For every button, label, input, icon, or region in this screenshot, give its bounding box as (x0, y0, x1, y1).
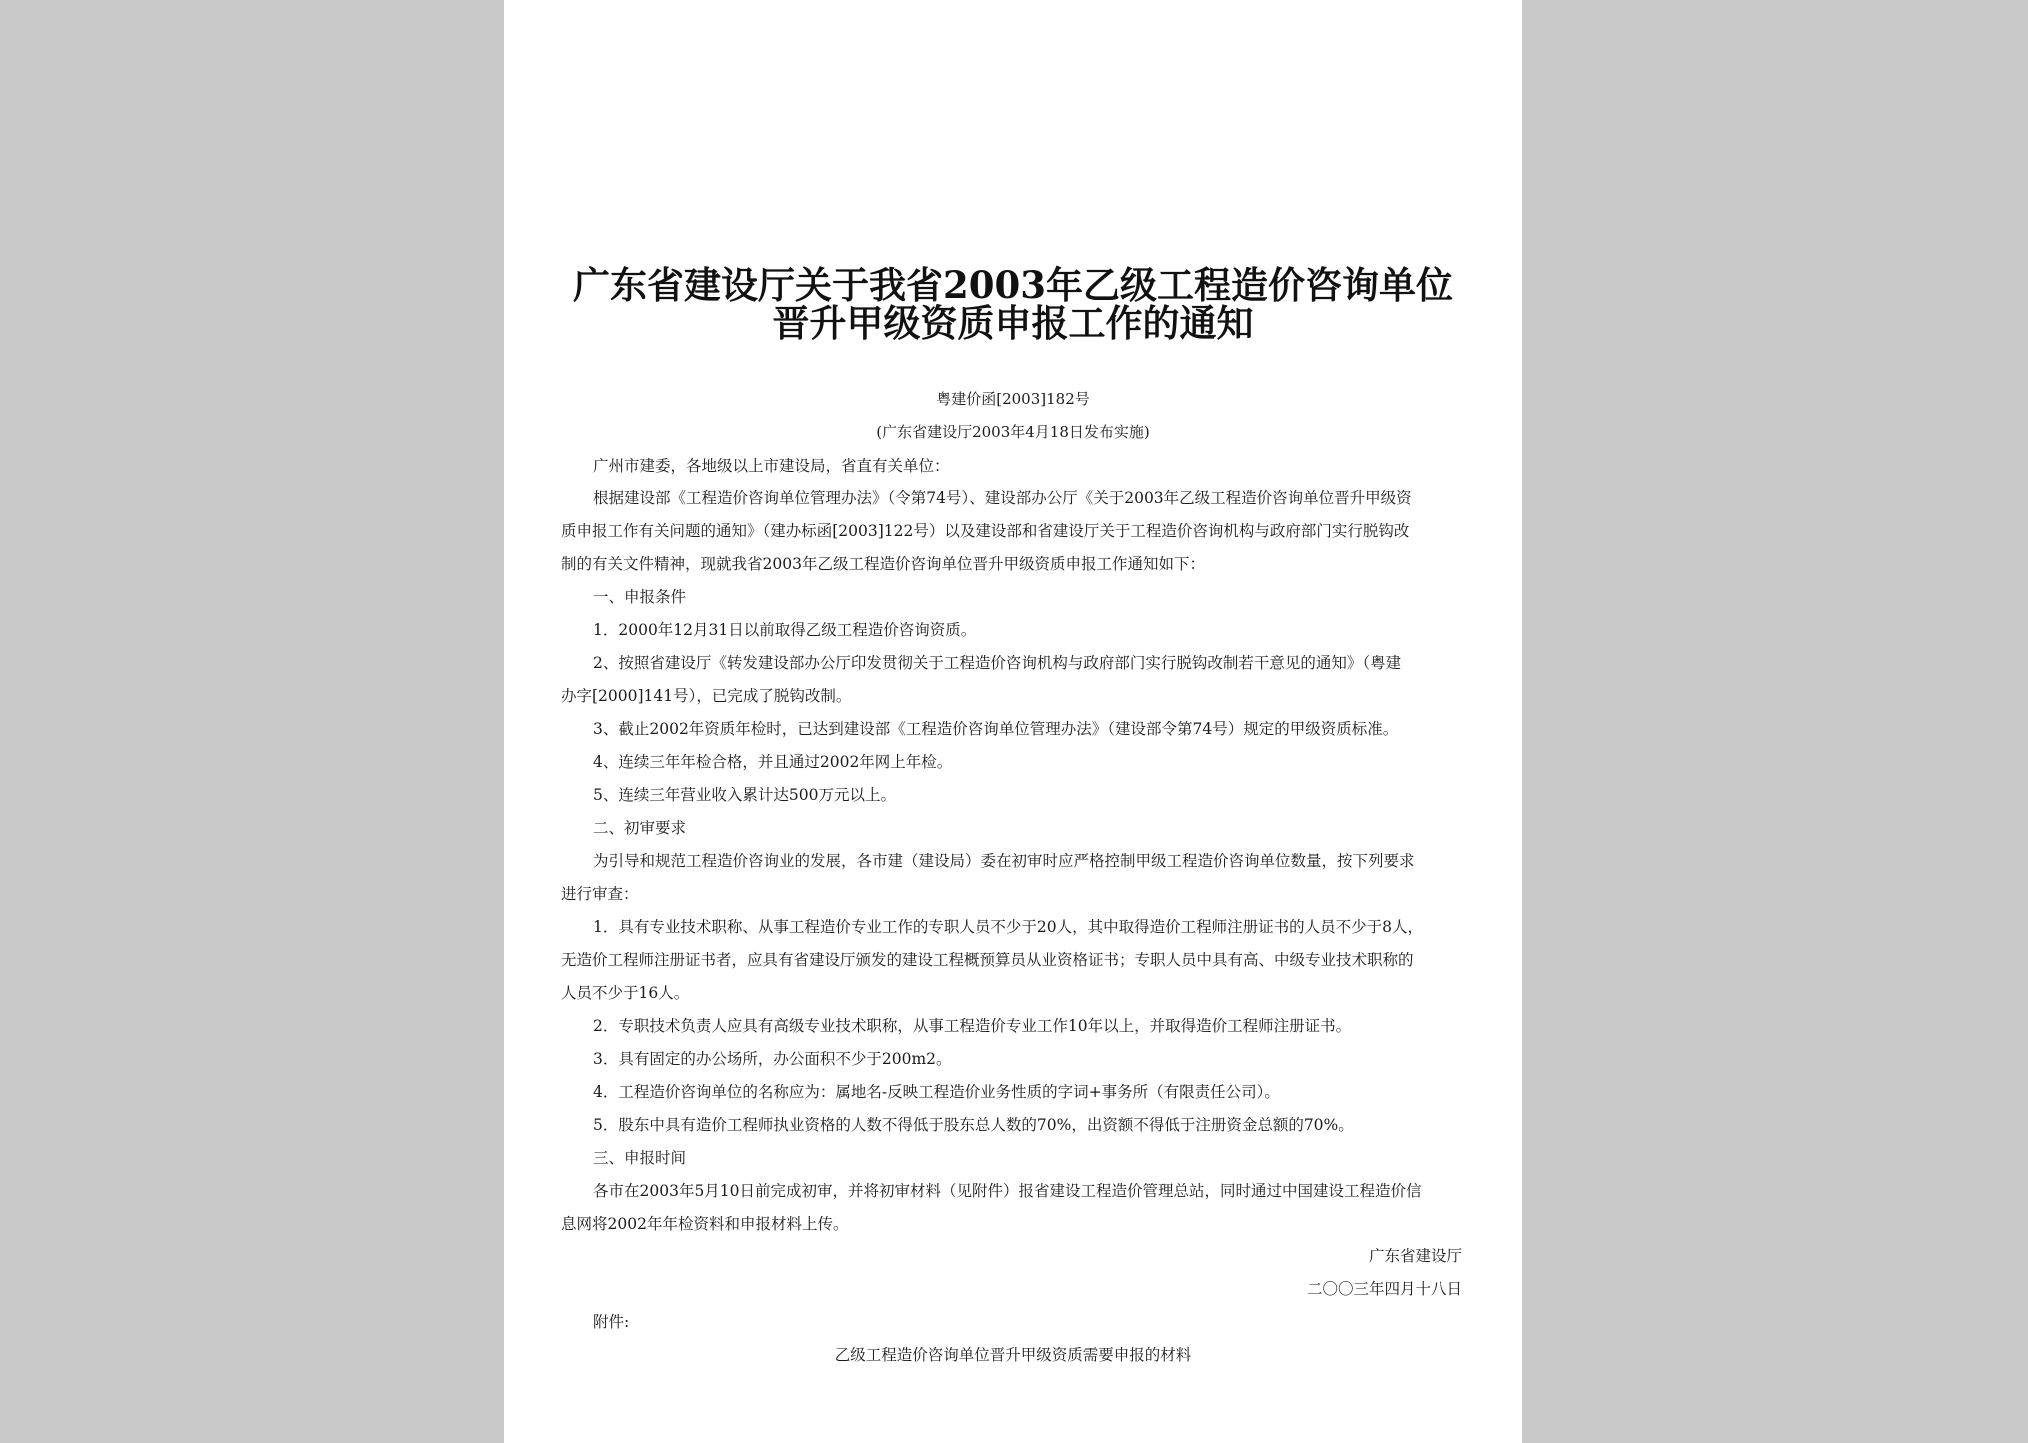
section-heading: 三、申报时间 (593, 1149, 687, 1167)
body-line: 制的有关文件精神，现就我省2003年乙级工程造价咨询单位晋升甲级资质申报工作通知如下： (561, 555, 1205, 573)
document-page (504, 0, 1522, 1443)
body-line: 为引导和规范工程造价咨询业的发展，各市建（建设局）委在初审时应严格控制甲级工程造价咨询单位数量，按下列要求 (593, 852, 1415, 870)
body-line: 根据建设部《工程造价咨询单位管理办法》（令第74号）、建设部办公厅《关于2003年乙级工程造价咨询单位晋升甲级资 (593, 489, 1412, 507)
body-line: 1．2000年12月31日以前取得乙级工程造价咨询资质。 (593, 621, 977, 639)
title-line-2: 晋升甲级资质申报工作的通知 (772, 301, 1254, 345)
body-line: 人员不少于16人。 (561, 984, 690, 1002)
signature-date: 二〇〇三年四月十八日 (1306, 1280, 1462, 1298)
signature-org: 广东省建设厅 (1368, 1247, 1462, 1265)
body-line: 2．专职技术负责人应具有高级专业技术职称，从事工程造价专业工作10年以上，并取得造价工程师注册证书。 (593, 1017, 1352, 1035)
body-line: 1．具有专业技术职称、从事工程造价专业工作的专职人员不少于20人，其中取得造价工程师注册证书的人员不少于8人， (593, 918, 1423, 936)
body-line: 各市在2003年5月10日前完成初审，并将初审材料（见附件）报省建设工程造价管理总站，同时通过中国建设工程造价信 (593, 1182, 1422, 1200)
title-line-1: 广东省建设厅关于我省2003年乙级工程造价咨询单位 (573, 263, 1453, 307)
body-line: 4．工程造价咨询单位的名称应为：属地名-反映工程造价业务性质的字词+事务所（有限责任公司）。 (593, 1083, 1280, 1101)
body-line: 息网将2002年年检资料和申报材料上传。 (561, 1215, 849, 1233)
body-line: 无造价工程师注册证书者，应具有省建设厅颁发的建设工程概预算员从业资格证书；专职人员中具有高、中级专业技术职称的 (561, 951, 1414, 969)
body-line: 2、按照省建设厅《转发建设部办公厅印发贯彻关于工程造价咨询机构与政府部门实行脱钩改制若干意见的通知》（粤建 (593, 654, 1402, 672)
body-line: 5．股东中具有造价工程师执业资格的人数不得低于股东总人数的70%，出资额不得低于注册资金总额的70%。 (593, 1116, 1354, 1134)
body-line: 4、连续三年年检合格，并且通过2002年网上年检。 (593, 753, 953, 771)
body-line: 5、连续三年营业收入累计达500万元以上。 (593, 786, 896, 804)
attachment-title: 乙级工程造价咨询单位晋升甲级资质需要申报的材料 (834, 1346, 1192, 1364)
section-heading: 一、申报条件 (593, 588, 687, 606)
body-line: 3、截止2002年资质年检时，已达到建设部《工程造价咨询单位管理办法》（建设部令第74号）规定的甲级资质标准。 (593, 720, 1399, 738)
body-line: 3．具有固定的办公场所，办公面积不少于200m2。 (593, 1050, 952, 1068)
body-line: 广州市建委，各地级以上市建设局，省直有关单位： (593, 457, 950, 475)
section-heading: 二、初审要求 (593, 819, 687, 837)
body-line: 进行审查： (561, 885, 639, 903)
issue-note: (广东省建设厅2003年4月18日发布实施) (876, 423, 1150, 441)
doc-number: 粤建价函[2003]182号 (936, 390, 1090, 408)
body-line: 质申报工作有关问题的通知》（建办标函[2003]122号）以及建设部和省建设厅关于工程造价咨询机构与政府部门实行脱钩改 (561, 522, 1410, 540)
attachment-label: 附件: (593, 1313, 630, 1331)
body-line: 办字[2000]141号），已完成了脱钩改制。 (561, 687, 852, 705)
